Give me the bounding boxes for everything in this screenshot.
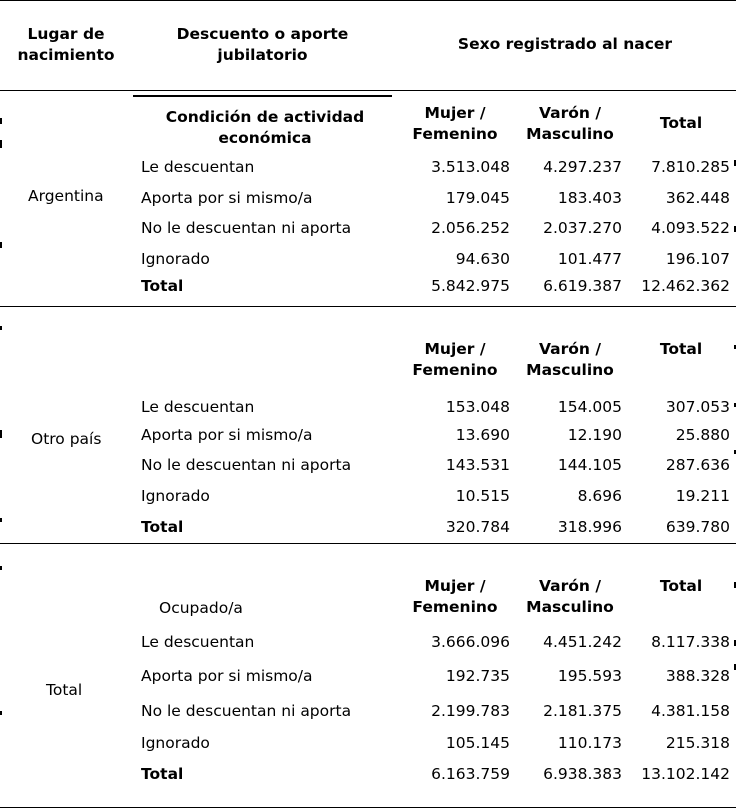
row-label: Ignorado	[141, 487, 210, 505]
cell-mujer: 3.666.096	[431, 633, 510, 651]
cell-mujer: 192.735	[445, 667, 510, 685]
cell-varon: 2.037.270	[543, 219, 622, 237]
row-label: No le descuentan ni aporta	[141, 702, 352, 720]
cell-mujer: 153.048	[445, 398, 510, 416]
row-label-total: Total	[141, 518, 184, 536]
cell-mujer: 6.163.759	[431, 765, 510, 783]
cell-total: 19.211	[675, 487, 730, 505]
cell-total: 287.636	[665, 456, 730, 474]
row-label-total: Total	[141, 765, 184, 783]
subheader-label: Condición de actividad económica	[165, 108, 365, 147]
cell-total: 12.462.362	[641, 277, 730, 295]
row-label: Ignorado	[141, 250, 210, 268]
cell-mujer: 105.145	[445, 734, 510, 752]
row-label: Ignorado	[141, 734, 210, 752]
cell-mujer: 2.199.783	[431, 702, 510, 720]
edge-tick	[0, 242, 2, 248]
cell-mujer: 179.045	[445, 189, 510, 207]
row-label: Le descuentan	[141, 398, 255, 416]
cell-varon: 195.593	[557, 667, 622, 685]
edge-tick	[0, 140, 2, 148]
cell-varon: 318.996	[557, 518, 622, 536]
cell-varon: 101.477	[557, 250, 622, 268]
header-rule	[0, 90, 736, 91]
header-sex: Sexo registrado al nacer	[457, 35, 673, 53]
cell-mujer: 320.784	[445, 518, 510, 536]
row-label: No le descuentan ni aporta	[141, 456, 352, 474]
header-place: Lugar de nacimiento	[17, 25, 115, 64]
row-label: Le descuentan	[141, 158, 255, 176]
col-varon: Varón / Masculino	[526, 340, 614, 379]
section-place: Otro país	[31, 430, 102, 448]
header-contribution: Descuento o aporte jubilatorio	[176, 25, 349, 64]
cell-mujer: 2.056.252	[431, 219, 510, 237]
col-varon: Varón / Masculino	[526, 104, 614, 143]
cell-varon: 8.696	[577, 487, 622, 505]
cell-total: 7.810.285	[651, 158, 730, 176]
cell-varon: 110.173	[557, 734, 622, 752]
subheader-label: Ocupado/a	[159, 599, 243, 617]
cell-varon: 183.403	[557, 189, 622, 207]
row-label: Aporta por si mismo/a	[141, 426, 313, 444]
cell-total: 4.381.158	[651, 702, 730, 720]
cell-mujer: 5.842.975	[431, 277, 510, 295]
edge-tick	[0, 518, 2, 522]
cell-varon: 6.938.383	[543, 765, 622, 783]
cell-total: 639.780	[665, 518, 730, 536]
cell-varon: 144.105	[557, 456, 622, 474]
cell-total: 196.107	[665, 250, 730, 268]
subheader-rule	[133, 95, 392, 97]
row-label: Le descuentan	[141, 633, 255, 651]
edge-tick	[0, 711, 2, 715]
cell-total: 25.880	[675, 426, 730, 444]
cell-varon: 6.619.387	[543, 277, 622, 295]
edge-tick	[0, 118, 2, 124]
cell-mujer: 94.630	[455, 250, 510, 268]
edge-tick	[0, 566, 2, 570]
cell-varon: 4.451.242	[543, 633, 622, 651]
row-label-total: Total	[141, 277, 184, 295]
cell-varon: 154.005	[557, 398, 622, 416]
cell-total: 388.328	[665, 667, 730, 685]
row-label: No le descuentan ni aporta	[141, 219, 352, 237]
edge-tick	[0, 430, 2, 438]
cell-mujer: 3.513.048	[431, 158, 510, 176]
row-label: Aporta por si mismo/a	[141, 667, 313, 685]
col-total: Total	[659, 114, 703, 132]
cell-varon: 12.190	[567, 426, 622, 444]
section-place: Argentina	[28, 187, 104, 205]
bottom-rule	[0, 807, 736, 808]
cell-total: 307.053	[665, 398, 730, 416]
col-total: Total	[659, 340, 703, 358]
edge-tick	[0, 326, 2, 330]
col-varon: Varón / Masculino	[526, 577, 614, 616]
cell-mujer: 143.531	[445, 456, 510, 474]
col-total: Total	[659, 577, 703, 595]
cell-mujer: 13.690	[455, 426, 510, 444]
cell-total: 4.093.522	[651, 219, 730, 237]
section-rule-1	[0, 306, 736, 307]
cell-varon: 2.181.375	[543, 702, 622, 720]
section-rule-2	[0, 543, 736, 544]
col-mujer: Mujer / Femenino	[412, 577, 498, 616]
cell-varon: 4.297.237	[543, 158, 622, 176]
top-rule	[0, 0, 736, 1]
cell-total: 362.448	[665, 189, 730, 207]
cell-total: 215.318	[665, 734, 730, 752]
row-label: Aporta por si mismo/a	[141, 189, 313, 207]
cell-total: 13.102.142	[641, 765, 730, 783]
col-mujer: Mujer / Femenino	[412, 340, 498, 379]
cell-mujer: 10.515	[455, 487, 510, 505]
section-place: Total	[46, 681, 83, 699]
col-mujer: Mujer / Femenino	[412, 104, 498, 143]
cell-total: 8.117.338	[651, 633, 730, 651]
